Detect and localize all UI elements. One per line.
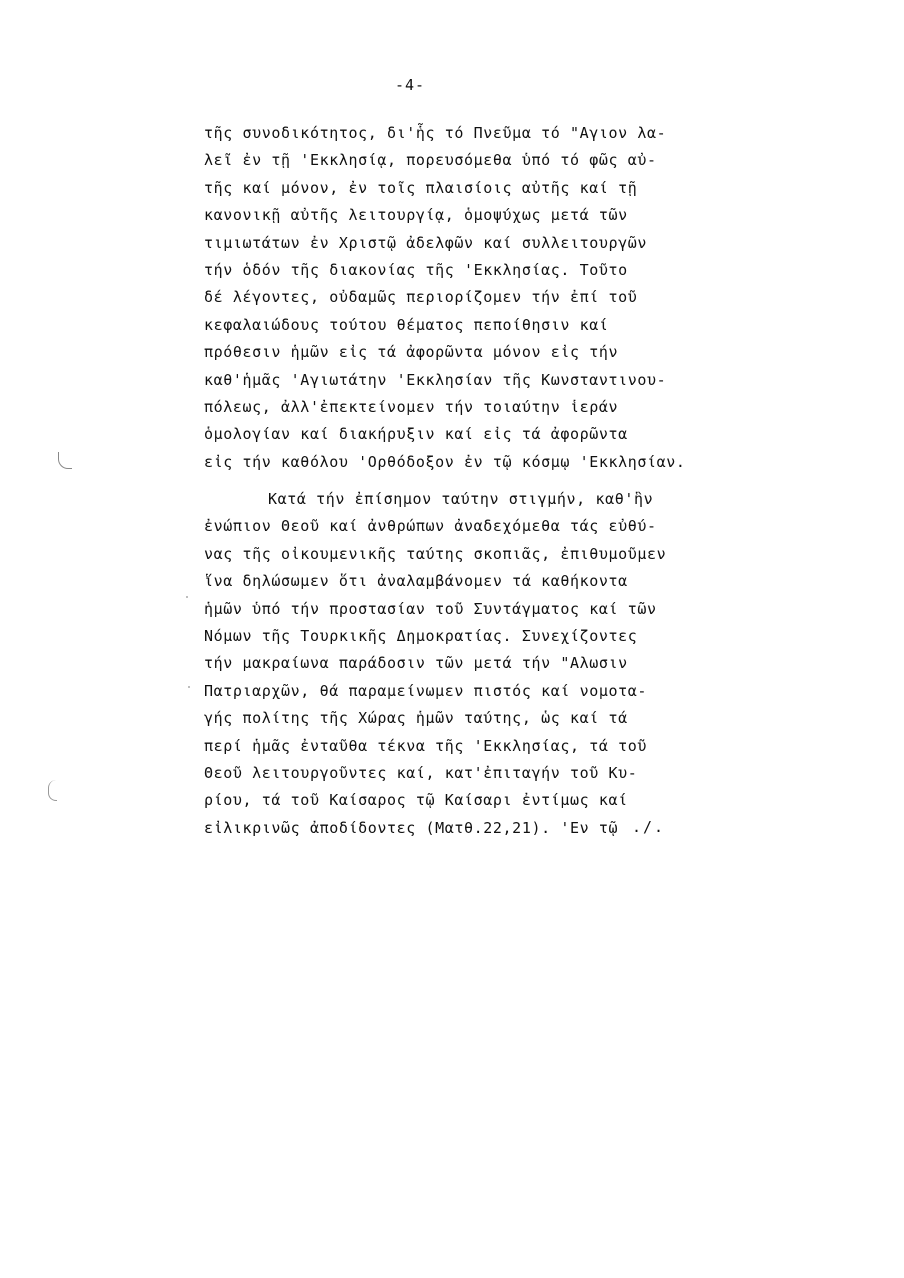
punch-hole-mark (58, 452, 72, 469)
text-line: πρόθεσιν ἡμῶν εἰς τά ἀφορῶντα μόνον εἰς τήν (204, 343, 619, 362)
text-line: πόλεως, ἀλλ'ἐπεκτείνομεν τήν τοιαύτην ἱεράν (204, 397, 619, 416)
text-line: δέ λέγοντες, οὐδαμῶς περιορίζομεν τήν ἐπί τοῦ (204, 288, 638, 307)
text-line: εἰλικρινῶς ἀποδίδοντες (Ματθ.22,21). 'Εν τῷ (204, 818, 619, 837)
text-line: ἵνα δηλώσωμεν ὅτι ἀναλαμβάνομεν τά καθήκοντα (204, 572, 628, 591)
text-line: κανονικῇ αὐτῆς λειτουργίᾳ, ὁμοψύχως μετά τῶν (204, 206, 628, 225)
text-line: τῆς καί μόνον, ἐν τοῖς πλαισίοις αὐτῆς καί τῇ (204, 178, 638, 197)
paragraph-spacer (204, 476, 764, 486)
scan-speck (188, 686, 190, 688)
text-line: νας τῆς οἰκουμενικῆς ταύτης σκοπιᾶς, ἐπιθυμοῦμεν (204, 544, 667, 563)
paragraph-1 (204, 120, 764, 476)
text-line: κεφαλαιώδους τούτου θέματος πεποίθησιν καί (204, 315, 609, 334)
text-line: γής πολίτης τῆς Χώρας ἡμῶν ταύτης, ὡς καί τά (204, 709, 628, 728)
text-line: καθ'ἡμᾶς 'Αγιωτάτην 'Εκκλησίαν τῆς Κωνσταντινου- (204, 370, 667, 389)
text-line: ἐνώπιον Θεοῦ καί ἀνθρώπων ἀναδεχόμεθα τάς εὐθύ- (204, 517, 657, 536)
text-line: ὁμολογίαν καί διακήρυξιν καί εἰς τά ἀφορῶντα (204, 425, 628, 444)
text-line: ἡμῶν ὑπό τήν προστασίαν τοῦ Συντάγματος καί τῶν (204, 599, 657, 618)
text-line: Κατά τήν ἐπίσημον ταύτην στιγμήν, καθ'ἣν (268, 490, 654, 509)
text-line: Θεοῦ λειτουργοῦντες καί, κατ'ἐπιταγήν τοῦ Κυ- (204, 763, 638, 782)
paragraph-2 (204, 486, 764, 842)
continuation-mark: ./. (632, 818, 666, 836)
body-text (204, 120, 764, 842)
text-line: τήν ὁδόν τῆς διακονίας τῆς 'Εκκλησίας. Τοῦτο (204, 260, 628, 279)
scan-speck (186, 596, 188, 598)
text-line: Πατριαρχῶν, θά παραμείνωμεν πιστός καί νομοτα- (204, 681, 648, 700)
text-line: τῆς συνοδικότητος, δι'ἧς τό Πνεῦμα τό "Αγιον λα- (204, 124, 667, 142)
text-line: περί ἡμᾶς ἐνταῦθα τέκνα τῆς 'Εκκλησίας, τά τοῦ (204, 736, 648, 755)
text-line: ρίου, τά τοῦ Καίσαρος τῷ Καίσαρι ἐντίμως καί (204, 791, 628, 810)
text-line: Νόμων τῆς Τουρκικῆς Δημοκρατίας. Συνεχίζοντες (204, 627, 638, 646)
text-line: λεῖ ἐν τῇ 'Εκκλησίᾳ, πορευσόμεθα ὑπό τό φῶς αὐ- (204, 151, 657, 170)
punch-hole-mark (48, 780, 57, 801)
page-number: -4- (394, 76, 426, 94)
text-line: τήν μακραίωνα παράδοσιν τῶν μετά τήν "Αλωσιν (204, 654, 628, 673)
text-line: εἰς τήν καθόλου 'Ορθόδοξον ἐν τῷ κόσμῳ 'Εκκλησίαν. (204, 452, 686, 471)
text-line: τιμιωτάτων ἐν Χριστῷ ἀδελφῶν καί συλλειτουργῶν (204, 233, 648, 252)
